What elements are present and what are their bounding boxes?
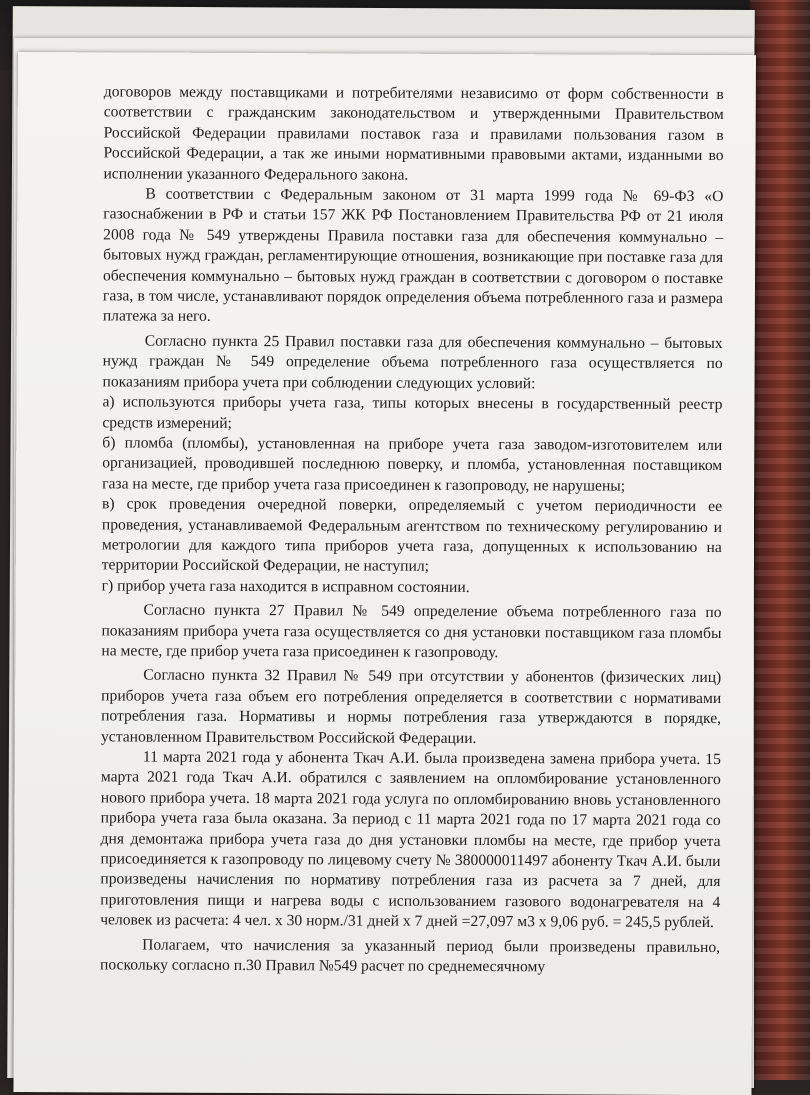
paragraph-meter-replacement: 11 марта 2021 года у абонента Ткач А.И. была произведена замена прибора учета. 15 марта 2021 года Ткач А.И. обратился с заявлением на опломбирование установленного нового прибора учета. 18 марта 2021 года услуга по опломбированию вновь установленного прибора учета газа была оказана. За период с 11 марта 2021 года по 17 марта 2021 года со дня демонтажа прибора учета газа до дня установки пломбы на месте, где прибор учета присоединяется к газопроводу по лицевому счету № 380000011497 абоненту Ткач А.И. были произведены начисления по нормативу потребления газа из расчета за 7 дней, для приготовления пищи и нагрева воды с использованием газового водонагревателя на 4 человек из расчета: 4 чел. х 30 норм./31 дней х 7 дней =27,097 м3 х 9,06 руб. = 245,5 рублей. — [100, 748, 721, 932]
paragraph-intro: договоров между поставщиками и потребителями независимо от форм собственности в соответствии с гражданским законодательством и утвержденными Правительством Российской Федерации правилами поставок газа и правилами пользования газом в Российской Федерации, а так же иными нормативными правовыми актами, изданными во исполнении указанного Федерального закона. — [103, 83, 724, 184]
document-body — [100, 82, 724, 978]
paragraph-point-32: Согласно пункта 32 Правил № 549 при отсутствии у абонентов (физических лиц) приборов учета газа объем его потребления определяется в соответствии с нормативами потребления газа. Нормативы и нормы потребления газа утверждаются в порядке, установленном Правительством Российской Федерации. — [100, 666, 722, 747]
paragraph-federal-law: В соответствии с Федеральным законом от 31 марта 1999 года № 69-ФЗ «О газоснабжении в РФ и статьи 157 ЖК РФ Постановлением Правительства РФ от 21 июля 2008 года № 549 утверждены Правила поставки газа для обеспечения коммунально – бытовых нужд граждан, регламентирующие отношения, возникающие при поставке газа для обеспечения коммунально – бытовых нужд граждан в соответствии с договором о поставке газа, в том числе, устанавливают порядок определения объема потребленного газа и размера платежа за него. — [102, 185, 724, 326]
paragraph-point-25: Согласно пункта 25 Правил поставки газа для обеспечения коммунально – бытовых нужд граждан № 549 определение объема потребленного газа осуществляется по показаниям прибора учета при соблюдении следующих условий: — [102, 332, 723, 392]
paragraph-conclusion: Полагаем, что начисления за указанный период были произведены правильно, поскольку согласно п.30 Правил №549 расчет по среднемесячному — [99, 936, 721, 976]
red-carpet-background — [750, 0, 810, 1080]
list-item-v: в) срок проведения очередной поверки, определяемый с учетом периодичности ее проведения, устанавливаемой Федеральным агентством по техническому регулированию и метрологии для каждого типа приборов учета газа, допущенных к использованию на территории Российской Федерации, не наступил; — [101, 495, 723, 576]
list-item-a: а) используются приборы учета газа, типы которых внесены в государственный реестр средств измерений; — [102, 393, 723, 432]
paragraph-point-27: Согласно пункта 27 Правил № 549 определение объема потребленного газа по показаниям прибора учета газа осуществляется со дня установки поставщиком газа пломбы на месте, где прибор учета газа присоединен к газопроводу. — [101, 601, 722, 662]
document-page — [13, 52, 756, 1095]
list-item-b: б) пломба (пломбы), установленная на приборе учета газа заводом-изготовителем или организацией, проводившей последнюю поверку, и пломба, установленная поставщиком газа на месте, где прибор учета газа присоединен к газопроводу, не нарушены; — [102, 434, 723, 495]
list-item-g: г) прибор учета газа находится в исправном состоянии. — [101, 577, 470, 596]
